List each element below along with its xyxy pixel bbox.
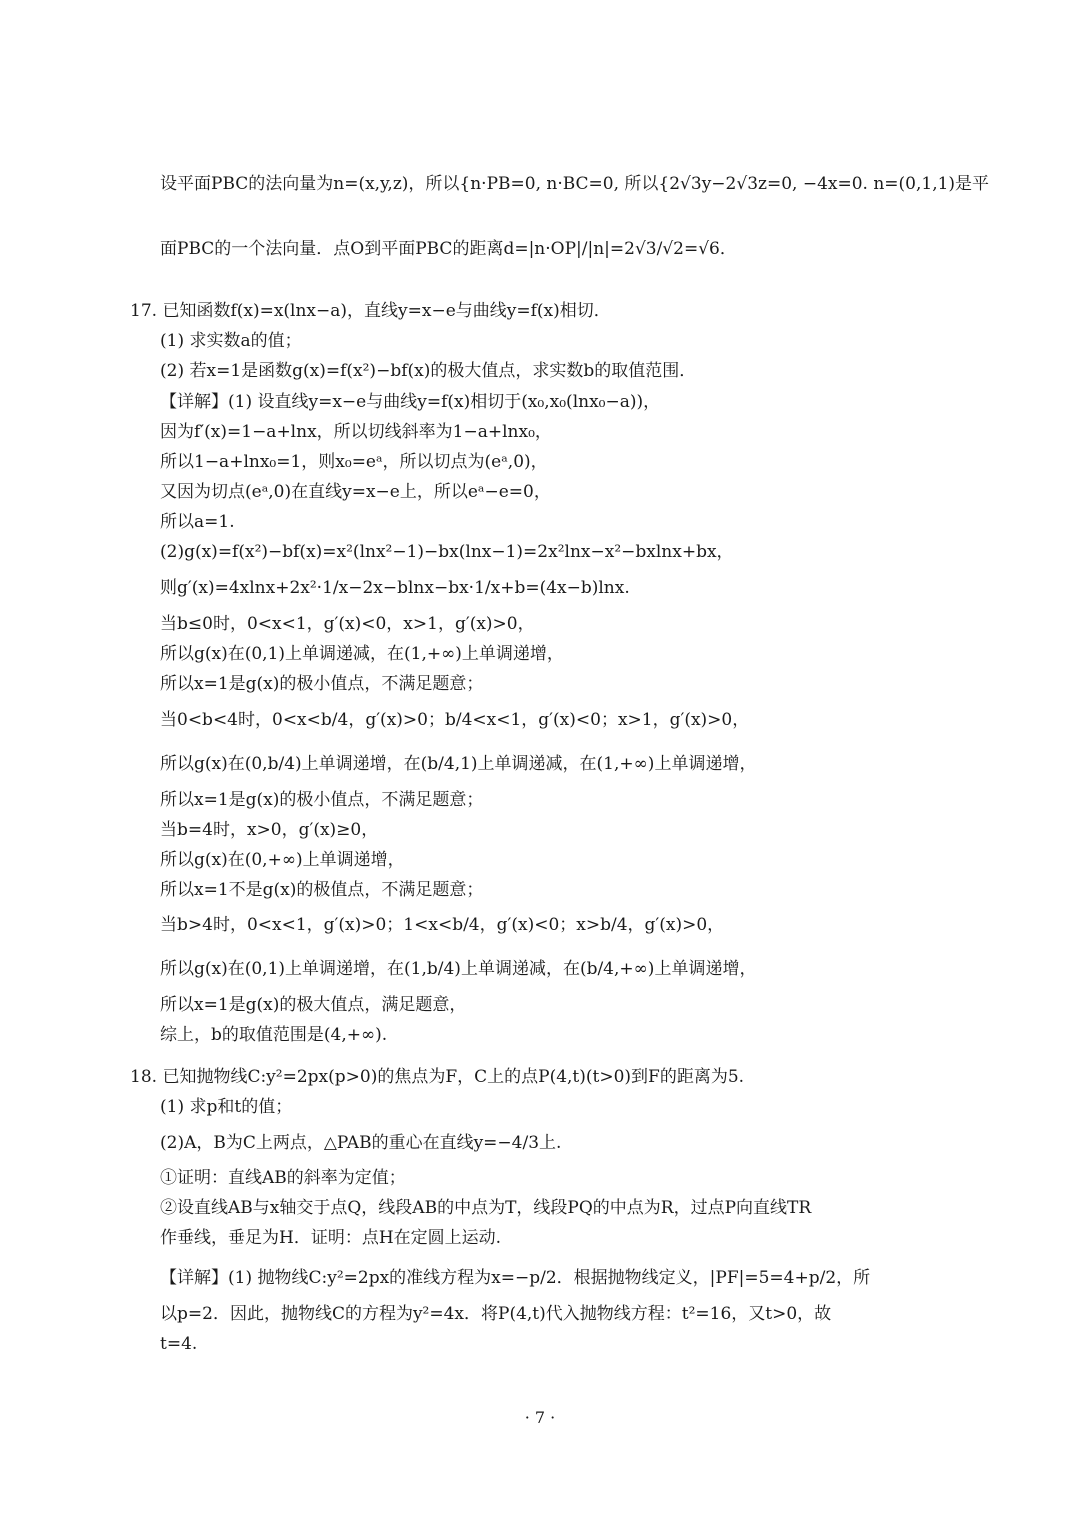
text-line: 因为f′(x)=1−a+lnx，所以切线斜率为1−a+lnx₀，: [160, 422, 552, 442]
text-line: 所以a=1.: [160, 512, 235, 532]
text-line: 【详解】(1) 抛物线C:y²=2px的准线方程为x=−p/2．根据抛物线定义，|PF|=5=4+p/2，所: [160, 1268, 871, 1288]
text-line: (2)A，B为C上两点，△PAB的重心在直线y=−4/3上.: [160, 1133, 562, 1153]
text-line: 当0<b<4时，0<x<b/4，g′(x)>0；b/4<x<1，g′(x)<0；x>1，g′(x)>0，: [160, 710, 750, 730]
problem-18-statement: 18. 已知抛物线C:y²=2px(p>0)的焦点为F，C上的点P(4,t)(t>0)到F的距离为5.: [130, 1067, 745, 1087]
text-line: 所以x=1是g(x)的极大值点，满足题意，: [160, 995, 467, 1015]
text-line: 【详解】(1) 设直线y=x−e与曲线y=f(x)相切于(x₀,x₀(lnx₀−a))，: [160, 392, 661, 412]
text-line: ②设直线AB与x轴交于点Q，线段AB的中点为T，线段PQ的中点为R，过点P向直线TR: [160, 1198, 812, 1218]
text-line: 所以g(x)在(0,1)上单调递减，在(1,+∞)上单调递增，: [160, 644, 564, 664]
text-line: 所以g(x)在(0,+∞)上单调递增，: [160, 850, 405, 870]
text-line: 所以g(x)在(0,1)上单调递增，在(1,b/4)上单调递减，在(b/4,+∞)上单调递增，: [160, 959, 757, 979]
text-line: 所以x=1不是g(x)的极值点，不满足题意；: [160, 880, 484, 900]
text-line: 当b≤0时，0<x<1，g′(x)<0，x>1，g′(x)>0，: [160, 614, 535, 634]
page-number: · 7 ·: [524, 1408, 556, 1427]
text-line: 当b=4时，x>0，g′(x)≥0，: [160, 820, 379, 840]
text-line: 设平面PBC的法向量为n=(x,y,z)，所以{n·PB=0, n·BC=0, 所以{2√3y−2√3z=0, −4x=0. n=(0,1,1)是平: [160, 174, 990, 194]
text-line: 面PBC的一个法向量．点O到平面PBC的距离d=|n·OP|/|n|=2√3/√2=√6．: [160, 239, 737, 259]
text-line: (1) 求p和t的值；: [160, 1097, 293, 1117]
text-line: 所以x=1是g(x)的极小值点，不满足题意；: [160, 790, 484, 810]
text-line: ①证明：直线AB的斜率为定值；: [160, 1168, 406, 1188]
text-line: 综上，b的取值范围是(4,+∞).: [160, 1025, 388, 1045]
text-line: t=4.: [160, 1334, 198, 1354]
text-line: 作垂线，垂足为H．证明：点H在定圆上运动.: [160, 1228, 502, 1248]
text-line: (1) 求实数a的值；: [160, 331, 302, 351]
text-line: 以p=2．因此，抛物线C的方程为y²=4x．将P(4,t)代入抛物线方程：t²=16，又t>0，故: [160, 1304, 832, 1324]
text-line: 所以x=1是g(x)的极小值点，不满足题意；: [160, 674, 484, 694]
text-line: 当b>4时，0<x<1，g′(x)>0；1<x<b/4，g′(x)<0；x>b/4，g′(x)>0，: [160, 915, 725, 935]
problem-17-statement: 17. 已知函数f(x)=x(lnx−a)，直线y=x−e与曲线y=f(x)相切．: [130, 301, 611, 321]
text-line: 所以g(x)在(0,b/4)上单调递增，在(b/4,1)上单调递减，在(1,+∞)上单调递增，: [160, 754, 757, 774]
text-line: 则g′(x)=4xlnx+2x²·1/x−2x−blnx−bx·1/x+b=(4x−b)lnx.: [160, 578, 630, 598]
text-line: 又因为切点(eᵃ,0)在直线y=x−e上，所以eᵃ−e=0，: [160, 482, 551, 502]
text-line: (2)g(x)=f(x²)−bf(x)=x²(lnx²−1)−bx(lnx−1)=2x²lnx−x²−bxlnx+bx，: [160, 542, 734, 562]
text-line: 所以1−a+lnx₀=1，则x₀=eᵃ，所以切点为(eᵃ,0)，: [160, 452, 548, 472]
text-line: (2) 若x=1是函数g(x)=f(x²)−bf(x)的极大值点，求实数b的取值范围．: [160, 361, 697, 381]
